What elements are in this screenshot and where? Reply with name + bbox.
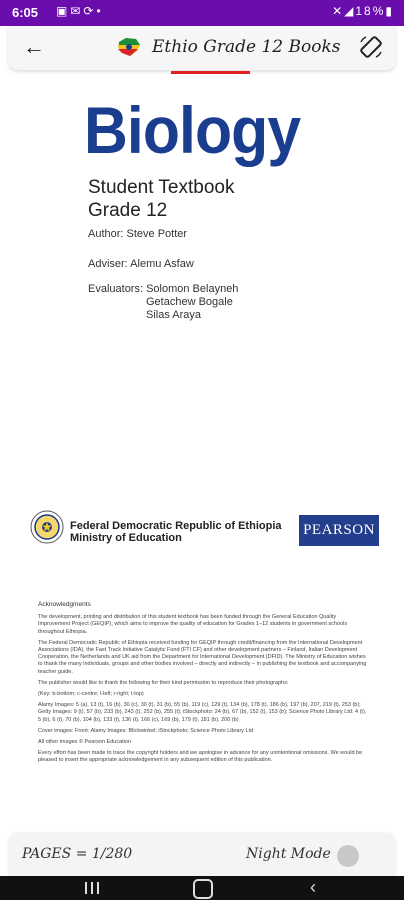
ethiopia-map-icon [116, 36, 142, 58]
home-icon[interactable] [193, 879, 213, 899]
acknowledgments-block [38, 601, 368, 769]
ack-paragraph: Cover images: Front: Alamy Images: Blickwinkel; iStockphoto; Science Photo Library Ltd [38, 727, 254, 734]
status-time: 6:05 [12, 5, 39, 20]
evaluators-line: Evaluators: Solomon Belayneh [88, 283, 239, 295]
back-arrow-icon[interactable]: ← [23, 34, 45, 59]
ack-heading: Acknowledgments [38, 601, 91, 608]
notification-icons [56, 4, 104, 18]
author-line: Author: Steve Potter [88, 228, 188, 240]
evaluator-name: Silas Araya [146, 309, 202, 321]
night-mode-label: Night Mode [246, 846, 331, 862]
ministry-line2: Ministry of Education [70, 532, 182, 544]
system-nav-bar [0, 876, 404, 900]
subtitle-line2: Grade 12 [88, 200, 168, 221]
ack-paragraph: Alamy Images: 5 (a), 13 (t), 16 (b), 30 (c), 30 (t), 31 (b), 55 (b), 119 (c), 129 (t), 134 (b), 178 (t), 186 (b), 197 (b), 207, 219 (t), 253 (b); Getty Images: 9 (t), 57 (b), 233 (b), 243 (t), 252 (b), 255 (t); iStockphoto: 24 (b), 67 (b), 152 (t), 153 (b); Science Photo Library Ltd: 4 (t), 5 (b), 6 (t), 70 (b), 104 (b), 133 (t), 136 (t), 166 (c), 169 (b), 179 (t), 181 (b), 200 (b) [38, 702, 367, 723]
ministry-name [70, 520, 282, 544]
ack-paragraph: The development, printing and distribution of this student textbook has been funded through the General Education Quality Improvement Project (GEQIP), which aims to improve the quality of education for Grades 1–12 students in government schools throughout Ethiopia. [38, 614, 348, 635]
page-counter: PAGES = 1/280 [22, 846, 133, 862]
mail-icon: ✉ [70, 4, 84, 18]
recent-apps-icon[interactable] [82, 878, 102, 898]
status-bar [0, 0, 404, 26]
mute-icon: ✕ [332, 4, 345, 18]
app-title: Ethio Grade 12 Books [152, 37, 341, 57]
reader-footer [8, 834, 396, 876]
header-accent-line [171, 71, 250, 74]
adviser-line: Adviser: Alemu Asfaw [88, 258, 194, 270]
book-subtitle [88, 176, 234, 222]
ack-paragraph: The publisher would like to thank the following for their kind permission to reproduce their photographs: [38, 679, 289, 686]
battery-percent: 18% [355, 4, 386, 18]
evaluator-name: Getachew Bogale [146, 296, 233, 308]
signal-icon: ◢ [344, 4, 356, 18]
ack-paragraph: Every effort has been made to trace the copyright holders and we apologise in advance for any unintentional omissions. We would be pleased to insert the appropriate acknowledgement in any subsequent edition of this publication. [38, 750, 363, 764]
night-mode-toggle[interactable] [337, 845, 359, 867]
sync-icon: ⟳ [83, 4, 97, 18]
gallery-icon: ▣ [56, 4, 71, 18]
screen-rotate-icon[interactable] [358, 34, 384, 60]
dot-icon: • [96, 4, 104, 18]
battery-icon: ▮ [385, 4, 394, 18]
ack-paragraph: All other images © Pearson Education [38, 739, 132, 746]
ack-paragraph: The Federal Democratic Republic of Ethiopia received funding for GEQIP through credit/financing from the International Development Associations (IDA), the Fast Track Initiative Catalytic Fund (FTI CF) and other development partners – Finland, Italian Development Cooperation, the Netherlands and UK aid from the Department for International Development (DFID). The Ministry of Education wishes to thank the many individuals, groups and other bodies involved – directly and indirectly – in publishing the textbook and accompanying teacher guide. [38, 639, 367, 675]
ack-paragraph: (Key: b-bottom; c-centre; l-left; r-right; t-top) [38, 691, 144, 698]
app-header [8, 26, 396, 70]
subtitle-line1: Student Textbook [88, 177, 235, 198]
status-right [332, 4, 394, 18]
ministry-emblem-icon [30, 510, 64, 544]
pdf-page[interactable] [0, 80, 404, 832]
book-title: Biology [84, 93, 301, 167]
pearson-logo: PEARSON [299, 515, 379, 546]
nav-back-icon[interactable]: ‹ [310, 877, 316, 897]
ministry-line1: Federal Democratic Republic of Ethiopia [70, 520, 282, 532]
